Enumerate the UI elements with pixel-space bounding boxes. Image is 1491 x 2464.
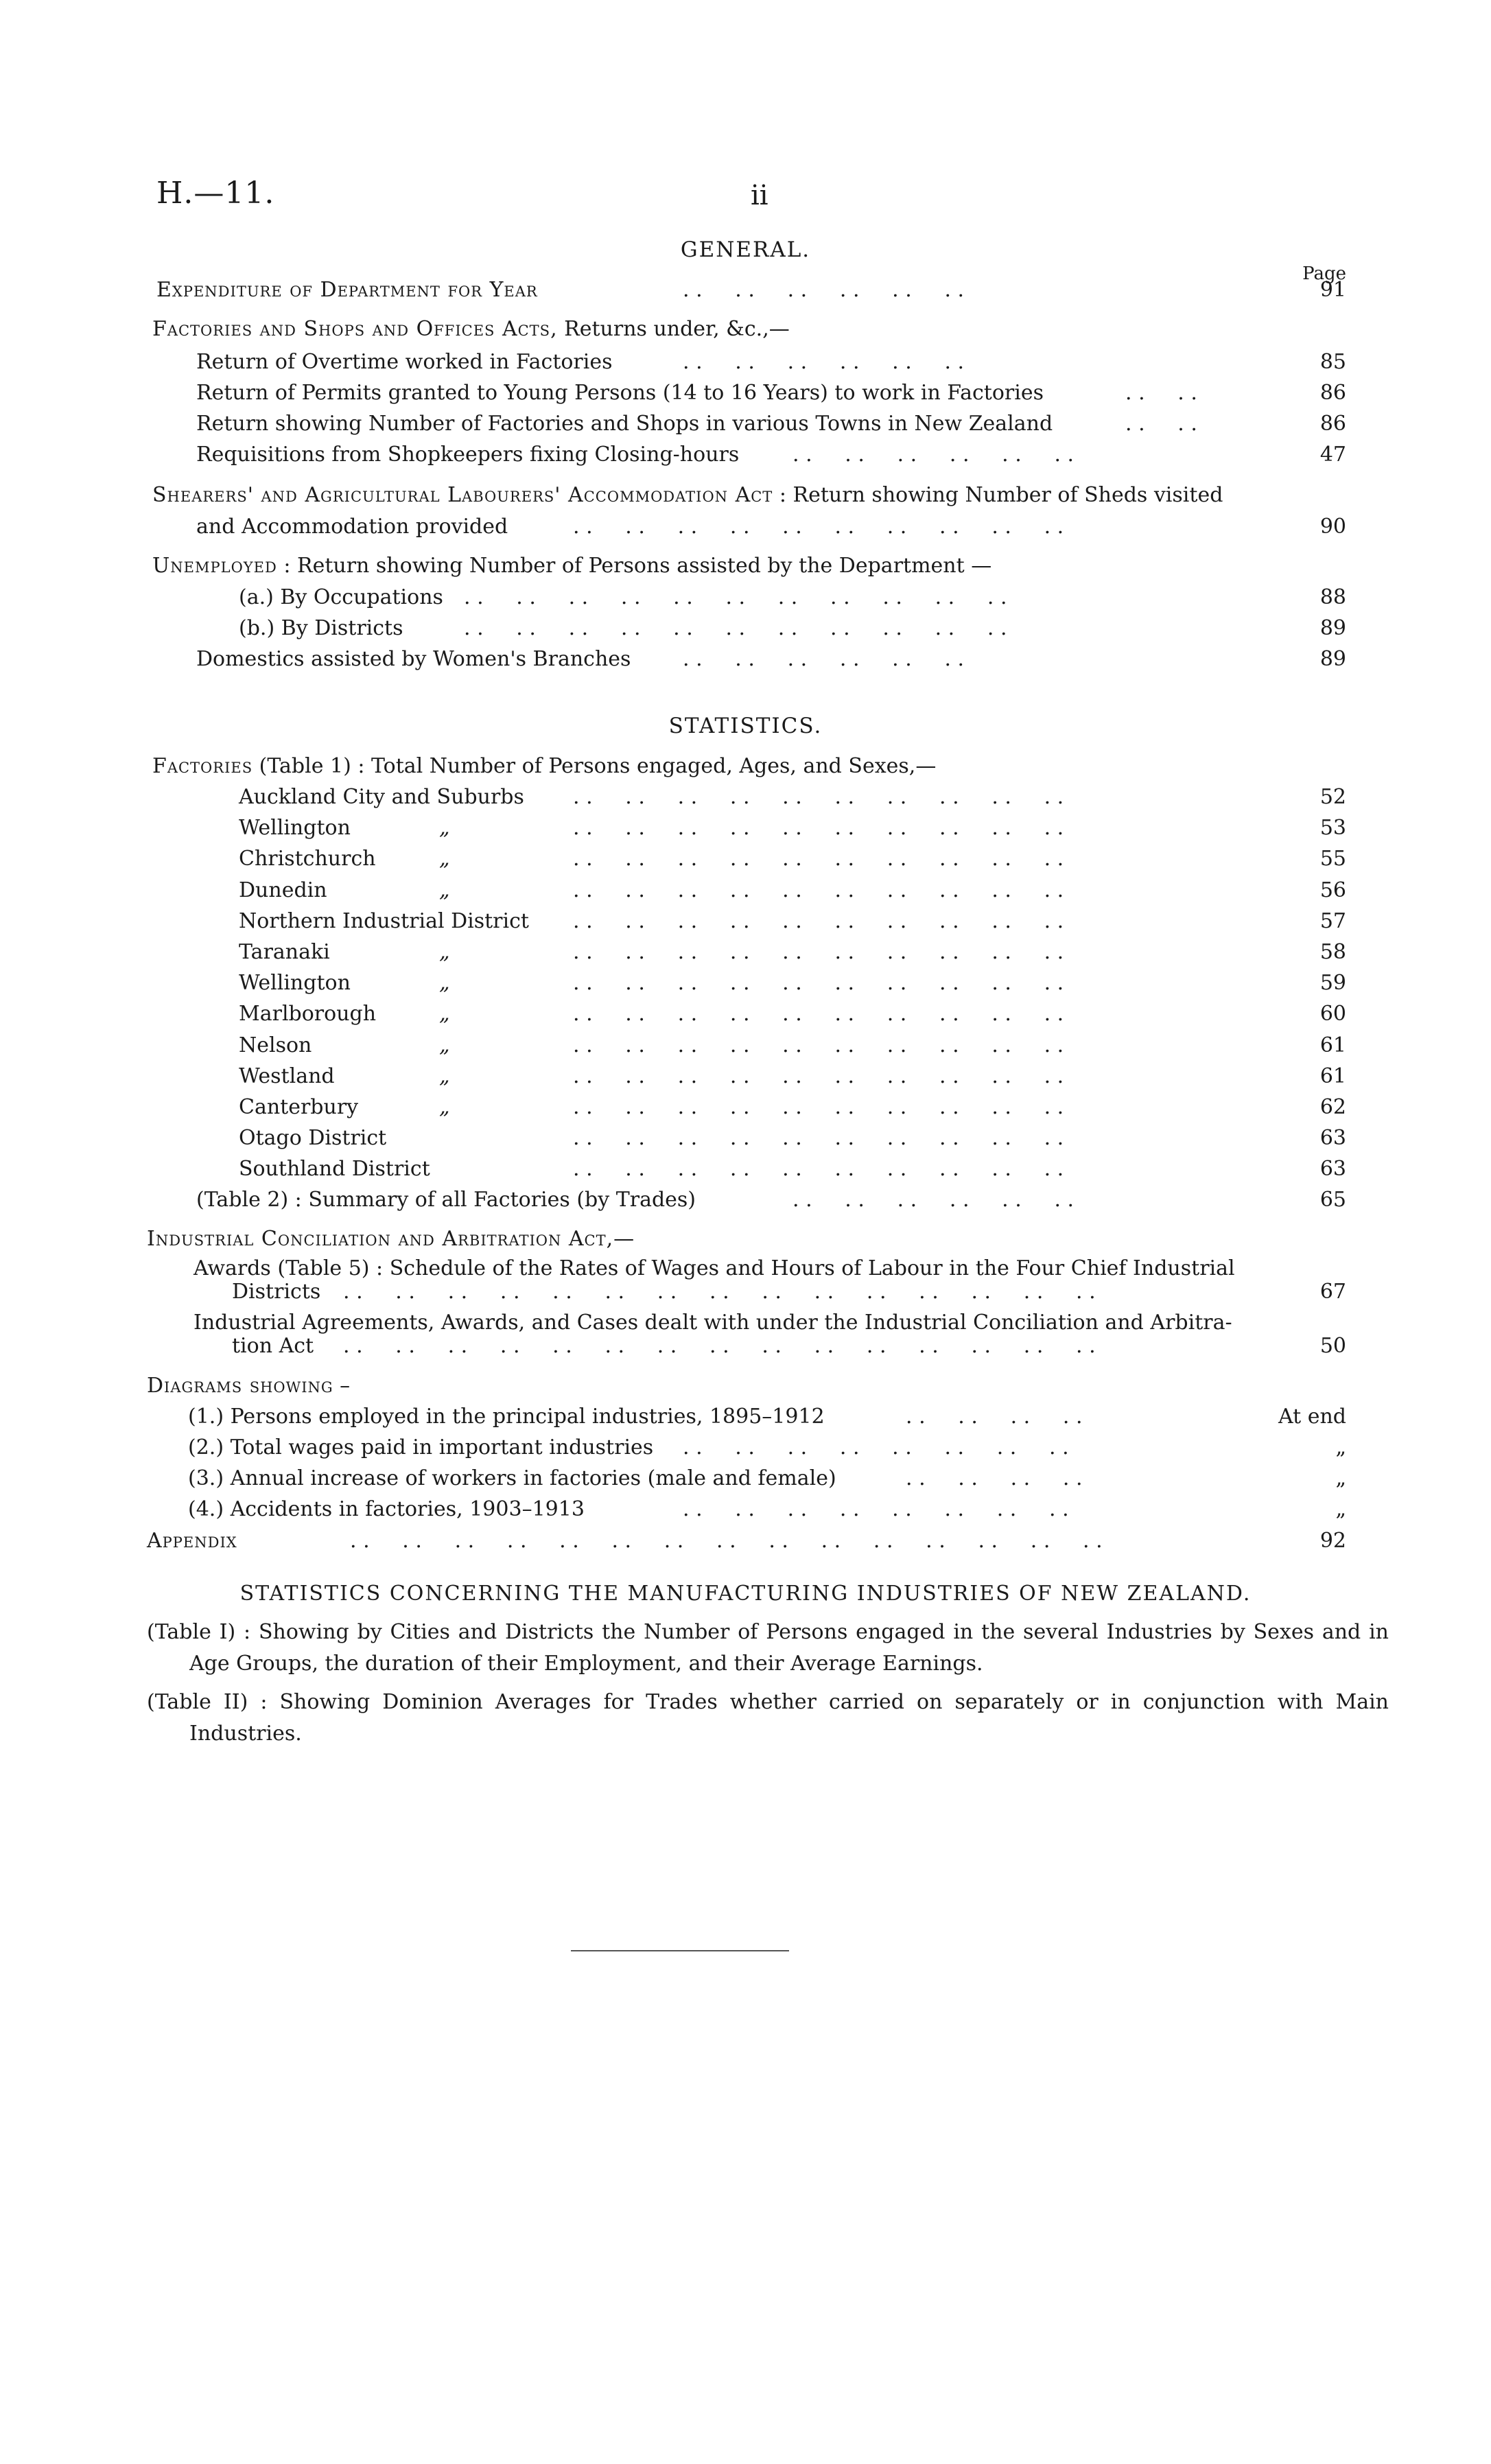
- leader-dots: . . . . . . . . . . . . . . . . . . . .: [573, 1126, 1064, 1151]
- entry-label: (2.) Total wages paid in important industries: [188, 1435, 654, 1459]
- manufacturing-heading: STATISTICS CONCERNING THE MANUFACTURING INDUSTRIES OF NEW ZEALAND.: [239, 1582, 1252, 1606]
- entry-label: Factories (Table 1) : Total Number of Persons engaged, Ages, and Sexes,—: [152, 754, 937, 778]
- leader-dots: . . . .: [1125, 412, 1197, 436]
- diagram-item: [0, 1403, 1491, 1431]
- leader-dots: . . . . . . . . . . . . . . . . . . . .: [573, 785, 1064, 809]
- leader-dots: . . . . . . . . . . . . . . . . . . . .: [573, 878, 1064, 902]
- page-ref: 89: [1319, 647, 1346, 671]
- leader-dots: . . . . . . . . . . . . . . . . . . . .: [573, 971, 1064, 996]
- awards-entry-continued: [0, 1278, 1491, 1306]
- entry-label: Diagrams showing –: [147, 1374, 351, 1398]
- document-reference: H.—11.: [156, 176, 275, 211]
- page-ref: 58: [1319, 940, 1346, 964]
- page-ref: 92: [1319, 1529, 1346, 1553]
- page-ref: „: [1335, 1435, 1346, 1459]
- ditto-mark: „: [439, 1033, 450, 1057]
- factory-district-entry: [0, 877, 1491, 904]
- leader-dots: . . . . . . . . . . . . . . . . . . . .: [573, 1033, 1064, 1057]
- page-ref: 59: [1319, 971, 1346, 996]
- unemployed-item: [0, 584, 1491, 611]
- table-ii-description: (Table II) : Showing Dominion Averages for Trades whether carried on separately or in conjunction with Main Industries.: [147, 1690, 1389, 1746]
- entry-label: Auckland City and Suburbs: [239, 785, 524, 809]
- page-ref: 65: [1319, 1188, 1346, 1212]
- page-ref: 85: [1319, 350, 1346, 374]
- unemployed-heading: [0, 552, 1491, 580]
- factory-district-entry: [0, 970, 1491, 997]
- entry-label: Wellington: [239, 816, 351, 841]
- closing-rule: [571, 1950, 789, 1951]
- general-heading: GENERAL.: [680, 237, 811, 262]
- leader-dots: . . . . . . . . . . . . . . . . . . . .: [573, 940, 1064, 964]
- page-ref: 63: [1319, 1126, 1346, 1151]
- entry-label: Districts: [232, 1280, 321, 1304]
- factory-district-entry: [0, 908, 1491, 935]
- page-ref: 90: [1319, 515, 1346, 539]
- entry-label: Southland District: [239, 1157, 430, 1182]
- ditto-mark: „: [439, 816, 450, 841]
- page-ref: 50: [1319, 1334, 1346, 1358]
- entry-label: Northern Industrial District: [239, 908, 529, 933]
- leader-dots: . . . . . . . .: [906, 1405, 1083, 1429]
- page-ref: 89: [1319, 616, 1346, 640]
- table-i-description: (Table I) : Showing by Cities and Districts the Number of Persons engaged in the several Industries by Sexes and in Age Groups, the duration of their Employment, and their Average Earnings.: [147, 1620, 1389, 1676]
- entry-label: Appendix: [147, 1529, 237, 1553]
- leader-dots: . . . . . . . . . . . .: [683, 350, 965, 374]
- page-ref: 61: [1319, 1033, 1346, 1057]
- leader-dots: . . . . . . . . . . . . . . . . . . . . . . . . . . . . . .: [350, 1529, 1103, 1553]
- entry-label: Nelson: [239, 1033, 312, 1057]
- page-ref: 62: [1319, 1095, 1346, 1119]
- leader-dots: . . . . . . . . . . . . . . . . . . . . . .: [464, 616, 1007, 640]
- page-ref: At end: [1278, 1405, 1346, 1429]
- entry-label: Industrial Agreements, Awards, and Cases dealt with under the Industrial Conciliation and Arbitra-: [193, 1311, 1232, 1335]
- entry-label: (Table 2) : Summary of all Factories (by Trades): [196, 1188, 696, 1212]
- conciliation-heading: [0, 1225, 1491, 1253]
- entry-label: Otago District: [239, 1126, 387, 1151]
- leader-dots: . . . . . . . . . . . . . . . . . . . .: [573, 1157, 1064, 1182]
- leader-dots: . . . . . . . . . . . .: [793, 1188, 1075, 1212]
- leader-dots: . . . . . . . . . . . .: [683, 278, 965, 302]
- page-ref: 47: [1319, 443, 1346, 467]
- entry-label: Shearers' and Agricultural Labourers' Accommodation Act : Return showing Number of Sheds visited: [152, 483, 1223, 507]
- entry-label: Christchurch: [239, 847, 376, 871]
- factories-acts-item: [0, 379, 1491, 407]
- entry-label: (a.) By Occupations: [239, 585, 443, 609]
- entry-label: Marlborough: [239, 1002, 377, 1026]
- leader-dots: . . . . . . . . . . . .: [683, 647, 965, 671]
- page-ref: „: [1335, 1466, 1346, 1490]
- page-ref: 60: [1319, 1002, 1346, 1026]
- factory-district-entry: [0, 1000, 1491, 1028]
- page-ref: 63: [1319, 1157, 1346, 1182]
- page-number: ii: [751, 180, 768, 211]
- entry-label: Awards (Table 5) : Schedule of the Rates of Wages and Hours of Labour in the Four Chief Industrial: [193, 1256, 1235, 1280]
- entry-label: Canterbury: [239, 1095, 359, 1119]
- ditto-mark: „: [439, 878, 450, 902]
- factory-district-entry: [0, 814, 1491, 842]
- ditto-mark: „: [439, 1095, 450, 1119]
- ditto-mark: „: [439, 1064, 450, 1088]
- appendix-entry: [0, 1527, 1491, 1555]
- entry-label: (b.) By Districts: [239, 616, 403, 640]
- factory-district-entry: [0, 1063, 1491, 1090]
- entry-label: Dunedin: [239, 878, 327, 902]
- factories-acts-heading: [0, 316, 1491, 343]
- entry-label: Requisitions from Shopkeepers fixing Closing-hours: [196, 443, 740, 467]
- entry-label: (1.) Persons employed in the principal industries, 1895–1912: [188, 1405, 825, 1429]
- leader-dots: . . . . . . . . . . . . . . . . . . . . . . . . . . . . . .: [343, 1334, 1096, 1358]
- leader-dots: . . . . . . . . . . . . . . . . . . . .: [573, 908, 1064, 933]
- entry-label: Unemployed : Return showing Number of Persons assisted by the Department —: [152, 554, 992, 578]
- factory-district-entry: [0, 1125, 1491, 1152]
- ditto-mark: „: [439, 971, 450, 996]
- leader-dots: . . . .: [1125, 381, 1197, 405]
- expenditure-entry: [0, 277, 1491, 304]
- leader-dots: . . . . . . . . . . . . . . . . . . . .: [573, 1064, 1064, 1088]
- diagrams-heading: [0, 1372, 1491, 1400]
- factory-district-entry: [0, 784, 1491, 811]
- diagram-item: [0, 1465, 1491, 1492]
- page-ref: 88: [1319, 585, 1346, 609]
- entry-label: tion Act: [232, 1334, 314, 1358]
- ditto-mark: „: [439, 847, 450, 871]
- factories-acts-item: [0, 410, 1491, 438]
- factory-district-entry: [0, 1094, 1491, 1121]
- page-ref: 55: [1319, 847, 1346, 871]
- diagram-item: [0, 1496, 1491, 1523]
- shearers-entry-continued: [0, 513, 1491, 541]
- leader-dots: . . . . . . . . . . . . . . . . . . . .: [573, 816, 1064, 841]
- agreements-entry-continued: [0, 1333, 1491, 1360]
- page-ref: 53: [1319, 816, 1346, 841]
- entry-label: (4.) Accidents in factories, 1903–1913: [188, 1497, 585, 1521]
- page-ref: 91: [1319, 278, 1346, 302]
- page-ref: 56: [1319, 878, 1346, 902]
- entry-label: Return of Permits granted to Young Persons (14 to 16 Years) to work in Factories: [196, 381, 1044, 405]
- entry-label: Expenditure of Department for Year: [156, 278, 538, 302]
- leader-dots: . . . . . . . . . . . . . . . . . . . .: [573, 1002, 1064, 1026]
- diagram-item: [0, 1434, 1491, 1462]
- unemployed-item: [0, 615, 1491, 642]
- entry-label: Wellington: [239, 971, 351, 996]
- entry-label: Westland: [239, 1064, 335, 1088]
- leader-dots: . . . . . . . . . . . . . . . . . . . .: [573, 515, 1064, 539]
- leader-dots: . . . . . . . . . . . . . . . . . . . . . . . . . . . . . .: [343, 1280, 1096, 1304]
- factories-acts-item: [0, 349, 1491, 376]
- domestics-entry: [0, 646, 1491, 673]
- entry-label: Return showing Number of Factories and Shops in various Towns in New Zealand: [196, 412, 1053, 436]
- leader-dots: . . . . . . . . . . . . . . . . . . . .: [573, 847, 1064, 871]
- factory-district-entry: [0, 845, 1491, 873]
- ditto-mark: „: [439, 1002, 450, 1026]
- page-ref: 86: [1319, 412, 1346, 436]
- leader-dots: . . . . . . . . . . . . . . . . . . . .: [573, 1095, 1064, 1119]
- statistics-heading: STATISTICS.: [668, 714, 823, 738]
- leader-dots: . . . . . . . . . . . .: [793, 443, 1075, 467]
- shearers-entry: [0, 482, 1491, 509]
- factories-acts-item: [0, 441, 1491, 469]
- entry-label: (3.) Annual increase of workers in factories (male and female): [188, 1466, 836, 1490]
- entry-label: Domestics assisted by Women's Branches: [196, 647, 631, 671]
- leader-dots: . . . . . . . . . . . . . . . . . . . . . .: [464, 585, 1007, 609]
- ditto-mark: „: [439, 940, 450, 964]
- page-ref: 67: [1319, 1280, 1346, 1304]
- entry-label: Industrial Conciliation and Arbitration Act,—: [147, 1227, 635, 1251]
- factory-district-entry: [0, 1032, 1491, 1059]
- page-ref: „: [1335, 1497, 1346, 1521]
- factory-district-entry: [0, 1155, 1491, 1183]
- entry-label: and Accommodation provided: [196, 515, 508, 539]
- leader-dots: . . . . . . . .: [906, 1466, 1083, 1490]
- factory-district-entry: [0, 939, 1491, 966]
- page-column-label: Page: [1302, 263, 1346, 284]
- entry-label: Factories and Shops and Offices Acts, Returns under, &c.,—: [152, 317, 790, 341]
- page-ref: 57: [1319, 908, 1346, 933]
- leader-dots: . . . . . . . . . . . . . . . .: [683, 1497, 1069, 1521]
- entry-label: Taranaki: [239, 940, 330, 964]
- entry-label: Return of Overtime worked in Factories: [196, 350, 613, 374]
- page-ref: 61: [1319, 1064, 1346, 1088]
- page-ref: 86: [1319, 381, 1346, 405]
- leader-dots: . . . . . . . . . . . . . . . .: [683, 1435, 1069, 1459]
- factories-table-heading: [0, 753, 1491, 780]
- table2-entry: [0, 1186, 1491, 1214]
- page-ref: 52: [1319, 785, 1346, 809]
